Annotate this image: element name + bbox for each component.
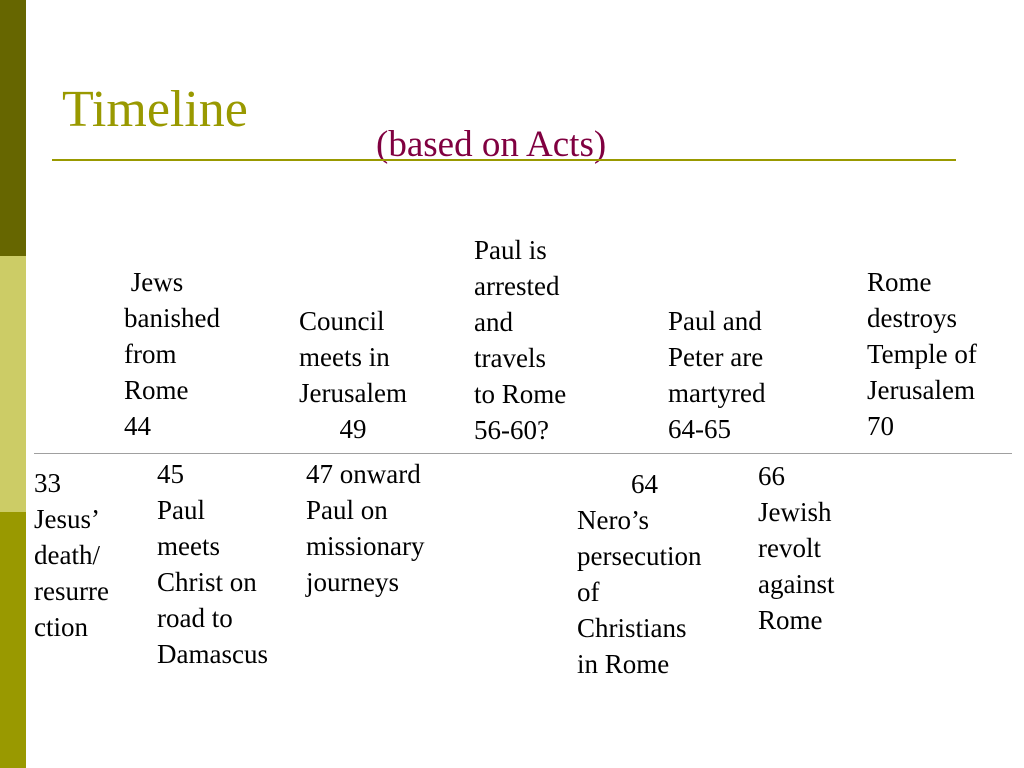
sidebar-mid-band [0,512,26,768]
slide-title: Timeline [62,81,248,138]
timeline-axis [34,453,1012,454]
event-jewish-revolt: 66 Jewish revolt against Rome [758,461,835,635]
event-jesus-death: 33 Jesus’ death/ resurre ction [34,468,109,642]
slide-subtitle: (based on Acts) [376,124,607,165]
sidebar-light-band [0,256,26,512]
event-council-jerusalem: Council meets in Jerusalem 49 [299,306,407,444]
event-jews-banished: Jews banished from Rome 44 [124,267,220,441]
sidebar-dark-band [0,0,26,256]
sidebar-decoration [0,0,26,768]
event-temple-destroyed: Rome destroys Temple of Jerusalem 70 [867,267,977,441]
event-paul-arrested: Paul is arrested and travels to Rome 56-60? [474,235,567,445]
event-paul-conversion: 45 Paul meets Christ on road to Damascus [157,459,268,669]
event-missionary-journeys: 47 onward Paul on missionary journeys [306,459,425,597]
event-paul-peter-martyred: Paul and Peter are martyred 64-65 [668,306,766,444]
title-underline [52,159,956,161]
event-nero-persecution: 64 Nero’s persecution of Christians in Rome [577,469,702,679]
